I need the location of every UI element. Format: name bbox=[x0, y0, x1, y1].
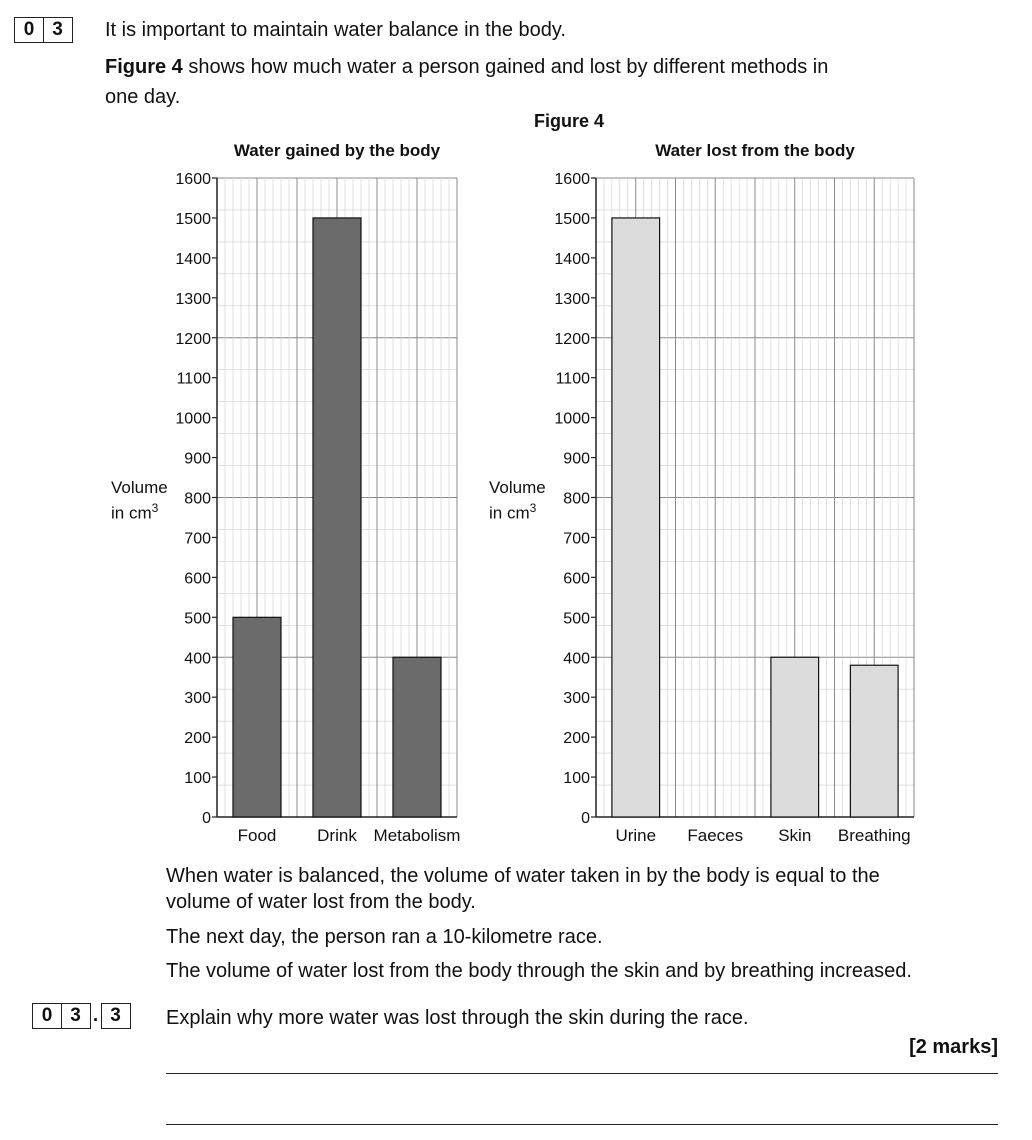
x-tick-label: Skin bbox=[778, 826, 812, 845]
x-tick-label: Urine bbox=[615, 826, 657, 845]
figure-reference-rest: shows how much water a person gained and lost by different methods in bbox=[182, 56, 829, 78]
y-tick-label: 1600 bbox=[175, 171, 211, 188]
bar-drink bbox=[313, 218, 361, 817]
y-tick-label: 0 bbox=[202, 810, 211, 827]
y-tick-label: 1500 bbox=[175, 210, 211, 228]
subquestion-dot: . bbox=[92, 1005, 99, 1026]
y-tick-label: 1300 bbox=[554, 290, 590, 308]
x-tick-label: Drink bbox=[317, 826, 357, 845]
y-tick-label: 700 bbox=[184, 530, 211, 548]
figure-reference-line2: one day. bbox=[105, 86, 181, 108]
question-digit: 3 bbox=[43, 17, 73, 43]
bar-skin bbox=[771, 657, 819, 817]
x-tick-label: Faeces bbox=[687, 826, 744, 845]
y-tick-label: 900 bbox=[184, 450, 211, 468]
y-tick-label: 200 bbox=[184, 730, 211, 748]
chart-title-lost: Water lost from the body bbox=[655, 141, 855, 160]
y-tick-label: 400 bbox=[563, 650, 590, 668]
bar-food bbox=[233, 617, 281, 817]
y-axis-label-line1: Volume bbox=[111, 478, 168, 497]
marks-label: [2 marks] bbox=[909, 1036, 998, 1058]
y-tick-label: 0 bbox=[581, 810, 590, 827]
y-tick-label: 800 bbox=[184, 490, 211, 508]
subquestion-digit: 3 bbox=[61, 1003, 91, 1029]
y-tick-label: 500 bbox=[184, 610, 211, 628]
y-tick-label: 800 bbox=[563, 490, 590, 508]
y-tick-label: 100 bbox=[184, 770, 211, 788]
figure-reference-bold: Figure 4 bbox=[105, 56, 183, 78]
y-tick-label: 100 bbox=[563, 770, 590, 788]
y-tick-label: 1300 bbox=[175, 290, 211, 308]
chart-water-gained bbox=[150, 168, 480, 848]
y-axis-label-line2: in $cm^3$ bbox=[111, 501, 159, 523]
bar-metabolism bbox=[393, 657, 441, 817]
figure-label: Figure 4 bbox=[534, 111, 605, 131]
x-tick-label: Food bbox=[237, 826, 277, 845]
y-tick-label: 1500 bbox=[554, 210, 590, 228]
y-tick-label: 300 bbox=[184, 690, 211, 708]
y-tick-label: 500 bbox=[563, 610, 590, 628]
subquestion-prompt: Explain why more water was lost through the skin during the race. bbox=[166, 1007, 749, 1029]
y-tick-label: 1200 bbox=[175, 330, 211, 348]
y-tick-label: 600 bbox=[184, 570, 211, 588]
y-tick-label: 1200 bbox=[554, 330, 590, 348]
x-tick-label: Metabolism bbox=[373, 826, 461, 845]
subquestion-number bbox=[32, 1003, 131, 1029]
question-digit: 0 bbox=[14, 17, 44, 43]
y-tick-label: 1400 bbox=[175, 250, 211, 268]
bar-urine bbox=[612, 218, 660, 817]
chart-title-gained: Water gained by the body bbox=[233, 141, 441, 160]
y-tick-label: 900 bbox=[563, 450, 590, 468]
question-number bbox=[14, 17, 73, 43]
intro-text: It is important to maintain water balance in the body. bbox=[105, 19, 566, 41]
y-tick-label: 1400 bbox=[554, 250, 590, 268]
y-tick-label: 600 bbox=[563, 570, 590, 588]
increased-text: The volume of water lost from the body through the skin and by breathing increased. bbox=[166, 960, 912, 982]
figure-reference-line1 bbox=[105, 54, 828, 80]
subquestion-digit: 3 bbox=[101, 1003, 131, 1029]
y-tick-label: 1100 bbox=[555, 370, 590, 388]
y-tick-label: 1600 bbox=[554, 171, 590, 188]
answer-line[interactable] bbox=[166, 1073, 998, 1074]
balance-text-line1: When water is balanced, the volume of water taken in by the body is equal to the bbox=[166, 865, 880, 887]
balance-text-line2: volume of water lost from the body. bbox=[166, 891, 476, 913]
bar-breathing bbox=[850, 665, 898, 817]
answer-line[interactable] bbox=[166, 1124, 998, 1125]
next-day-text: The next day, the person ran a 10-kilometre race. bbox=[166, 926, 603, 948]
subquestion-digit: 0 bbox=[32, 1003, 62, 1029]
y-tick-label: 400 bbox=[184, 650, 211, 668]
y-tick-label: 300 bbox=[563, 690, 590, 708]
x-tick-label: Breathing bbox=[837, 826, 911, 845]
chart-water-lost bbox=[528, 168, 928, 848]
y-tick-label: 200 bbox=[563, 730, 590, 748]
y-tick-label: 1000 bbox=[554, 410, 590, 428]
y-tick-label: 700 bbox=[563, 530, 590, 548]
y-tick-label: 1000 bbox=[175, 410, 211, 428]
y-axis-label-line1: Volume bbox=[489, 478, 546, 497]
y-axis-label-line2: in $cm^3$ bbox=[489, 501, 537, 523]
y-tick-label: 1100 bbox=[176, 370, 211, 388]
